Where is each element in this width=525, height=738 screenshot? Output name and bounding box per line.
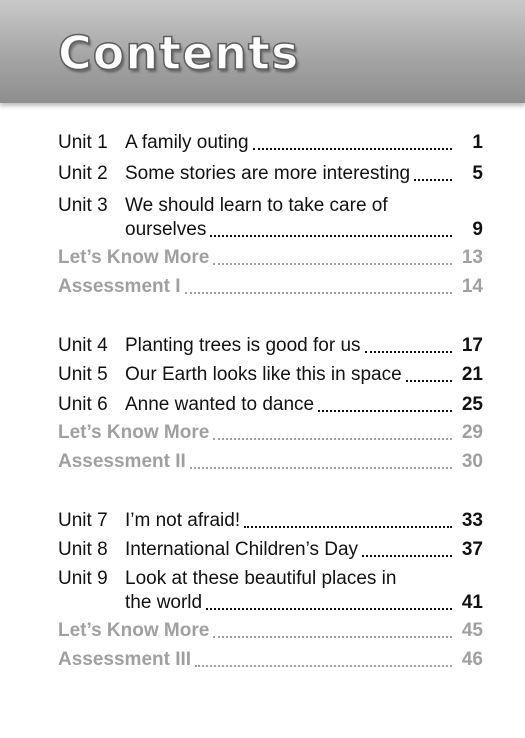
dot-leader xyxy=(362,537,452,557)
dot-leader xyxy=(210,217,452,237)
toc-entry-assessment-2[interactable] xyxy=(58,449,483,475)
page-number: 45 xyxy=(461,620,483,641)
section-label: Let’s Know More xyxy=(58,422,210,443)
page-number: 14 xyxy=(461,276,483,297)
page-number: 25 xyxy=(461,394,483,415)
unit-number: Unit 2 xyxy=(58,163,108,184)
page-number: 37 xyxy=(461,539,483,560)
toc-entry-lets-know-more-3[interactable] xyxy=(58,618,483,644)
toc-entry-unit-9-line-1[interactable] xyxy=(58,566,483,592)
dot-leader xyxy=(414,161,452,181)
page-number: 33 xyxy=(461,510,483,531)
page-number: 13 xyxy=(461,247,483,268)
unit-title: I’m not afraid! xyxy=(125,510,241,531)
page-number: 46 xyxy=(461,649,483,670)
unit-title: Our Earth looks like this in space xyxy=(125,364,402,385)
toc-entry-unit-6[interactable] xyxy=(58,392,483,418)
toc-entry-unit-7[interactable] xyxy=(58,508,483,534)
toc-entry-unit-5[interactable] xyxy=(58,362,483,388)
page-number: 21 xyxy=(461,364,483,385)
unit-title: A family outing xyxy=(125,132,249,153)
dot-leader xyxy=(318,392,452,412)
section-label: Let’s Know More xyxy=(58,247,210,268)
unit-title: Some stories are more interesting xyxy=(125,163,411,184)
dot-leader xyxy=(213,618,452,638)
dot-leader xyxy=(406,362,452,382)
toc-entry-unit-2[interactable] xyxy=(58,161,483,187)
dot-leader xyxy=(213,420,452,440)
dot-leader xyxy=(213,245,452,265)
page-number: 5 xyxy=(472,163,483,184)
section-label: Assessment III xyxy=(58,649,192,670)
unit-title-line-1: Look at these beautiful places in xyxy=(125,568,397,589)
toc-entry-unit-1[interactable] xyxy=(58,130,483,156)
unit-title: Anne wanted to dance xyxy=(125,394,315,415)
page-number: 41 xyxy=(461,592,483,613)
unit-title: International Children’s Day xyxy=(125,539,359,560)
page-title: Contents xyxy=(58,26,300,80)
dot-leader xyxy=(195,647,452,667)
toc-entry-unit-8[interactable] xyxy=(58,537,483,563)
unit-number: Unit 7 xyxy=(58,510,108,531)
toc-entry-unit-4[interactable] xyxy=(58,333,483,359)
unit-title-line-2: the world xyxy=(125,592,203,613)
unit-title: Planting trees is good for us xyxy=(125,335,361,356)
unit-number: Unit 6 xyxy=(58,394,108,415)
toc-entry-unit-3-line-1[interactable] xyxy=(58,193,483,219)
unit-number: Unit 1 xyxy=(58,132,108,153)
page-number: 29 xyxy=(461,422,483,443)
unit-number: Unit 4 xyxy=(58,335,108,356)
page-number: 1 xyxy=(472,132,483,153)
page-number: 30 xyxy=(461,451,483,472)
dot-leader xyxy=(185,274,452,294)
toc-entry-lets-know-more-2[interactable] xyxy=(58,420,483,446)
page-number: 17 xyxy=(461,335,483,356)
dot-leader xyxy=(244,508,452,528)
dot-leader xyxy=(365,333,452,353)
unit-title-line-2: ourselves xyxy=(125,219,207,240)
page-number: 9 xyxy=(472,219,483,240)
unit-number: Unit 9 xyxy=(58,568,108,589)
section-label: Let’s Know More xyxy=(58,620,210,641)
toc-entry-unit-9-line-2[interactable] xyxy=(58,590,483,616)
toc-entry-lets-know-more-1[interactable] xyxy=(58,245,483,271)
toc-entry-assessment-1[interactable] xyxy=(58,274,483,300)
dot-leader xyxy=(206,590,452,610)
section-label: Assessment II xyxy=(58,451,186,472)
unit-title-line-1: We should learn to take care of xyxy=(125,195,388,216)
unit-number: Unit 3 xyxy=(58,195,108,216)
section-label: Assessment I xyxy=(58,276,181,297)
toc-entry-assessment-3[interactable] xyxy=(58,647,483,673)
dot-leader xyxy=(190,449,452,469)
dot-leader xyxy=(253,130,452,150)
unit-number: Unit 8 xyxy=(58,539,108,560)
toc-entry-unit-3-line-2[interactable] xyxy=(58,217,483,243)
unit-number: Unit 5 xyxy=(58,364,108,385)
